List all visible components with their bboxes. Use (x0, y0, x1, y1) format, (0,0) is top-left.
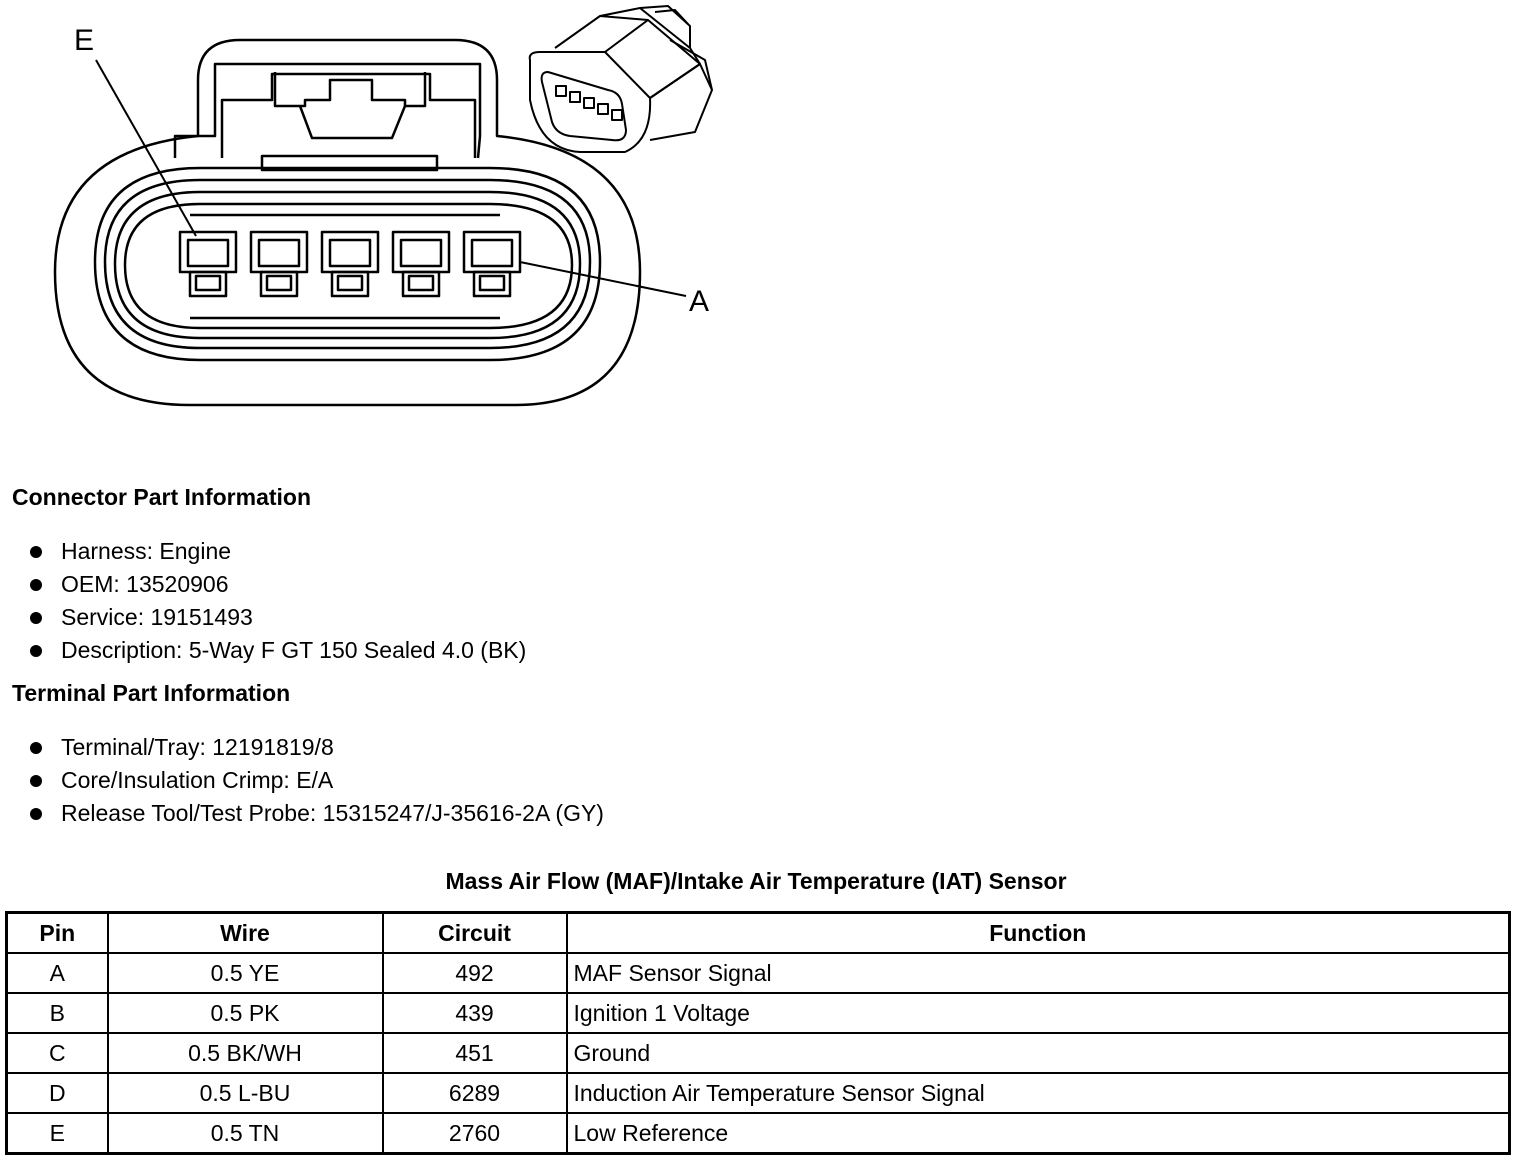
cell-function: Induction Air Temperature Sensor Signal (567, 1073, 1510, 1113)
connector-latch-ramp (275, 72, 425, 106)
list-item-text: Core/Insulation Crimp: E/A (61, 767, 334, 793)
list-item (30, 731, 604, 764)
cavity-b (393, 232, 449, 296)
connector-isometric-thumbnail (530, 6, 712, 152)
list-item (30, 634, 526, 667)
cell-wire: 0.5 BK/WH (108, 1033, 383, 1073)
list-item-text: Service: 19151493 (61, 604, 253, 630)
cell-circuit: 439 (383, 993, 567, 1033)
list-item (30, 568, 526, 601)
column-header-function: Function (567, 913, 1510, 954)
cell-pin: D (7, 1073, 108, 1113)
cell-wire: 0.5 L-BU (108, 1073, 383, 1113)
cell-pin: E (7, 1113, 108, 1154)
list-item-text: Description: 5-Way F GT 150 Sealed 4.0 (BK) (61, 637, 527, 663)
leader-line-a (520, 262, 686, 296)
bullet-icon (30, 775, 42, 787)
list-item (30, 797, 604, 830)
bullet-icon (30, 808, 42, 820)
cavity-e (180, 232, 236, 296)
connector-face-drawing (0, 0, 760, 430)
cell-wire: 0.5 TN (108, 1113, 383, 1154)
connector-info-list (30, 535, 526, 667)
connector-latch-tab (222, 74, 475, 158)
cell-pin: A (7, 953, 108, 993)
pin-label-e: E (74, 24, 95, 57)
cell-circuit: 6289 (383, 1073, 567, 1113)
list-item (30, 601, 526, 634)
column-header-pin: Pin (7, 913, 108, 954)
cell-function: Ground (567, 1033, 1510, 1073)
leader-line-e (96, 60, 196, 236)
cavity-a (464, 232, 520, 296)
column-header-circuit: Circuit (383, 913, 567, 954)
bullet-icon (30, 612, 42, 624)
cell-circuit: 492 (383, 953, 567, 993)
cell-circuit: 2760 (383, 1113, 567, 1154)
cell-function: Low Reference (567, 1113, 1510, 1154)
pinout-table (5, 911, 1511, 1155)
table-row (7, 1033, 1510, 1073)
connector-seal-ring-outer (95, 168, 600, 360)
pin-label-a: A (689, 285, 710, 318)
list-item (30, 535, 526, 568)
cell-wire: 0.5 YE (108, 953, 383, 993)
table-header-row (7, 913, 1510, 954)
bullet-icon (30, 579, 42, 591)
cell-function: MAF Sensor Signal (567, 953, 1510, 993)
bullet-icon (30, 546, 42, 558)
cell-wire: 0.5 PK (108, 993, 383, 1033)
cavity-d (251, 232, 307, 296)
table-title: Mass Air Flow (MAF)/Intake Air Temperature (IAT) Sensor (445, 868, 1067, 894)
list-item-text: Terminal/Tray: 12191819/8 (61, 734, 334, 760)
cell-pin: C (7, 1033, 108, 1073)
cell-pin: B (7, 993, 108, 1033)
table-row (7, 953, 1510, 993)
list-item-text: OEM: 13520906 (61, 571, 229, 597)
bullet-icon (30, 645, 42, 657)
connector-latch-ramp-lower (300, 106, 405, 138)
column-header-wire: Wire (108, 913, 383, 954)
list-item-text: Harness: Engine (61, 538, 232, 564)
table-row (7, 993, 1510, 1033)
terminal-info-list (30, 731, 604, 830)
cell-circuit: 451 (383, 1033, 567, 1073)
list-item-text: Release Tool/Test Probe: 15315247/J-35616-2A (GY) (61, 800, 604, 826)
table-row (7, 1113, 1510, 1154)
connector-info-heading: Connector Part Information (12, 484, 312, 510)
terminal-info-heading: Terminal Part Information (12, 680, 291, 706)
cell-function: Ignition 1 Voltage (567, 993, 1510, 1033)
table-row (7, 1073, 1510, 1113)
cavity-c (322, 232, 378, 296)
list-item (30, 764, 604, 797)
bullet-icon (30, 742, 42, 754)
